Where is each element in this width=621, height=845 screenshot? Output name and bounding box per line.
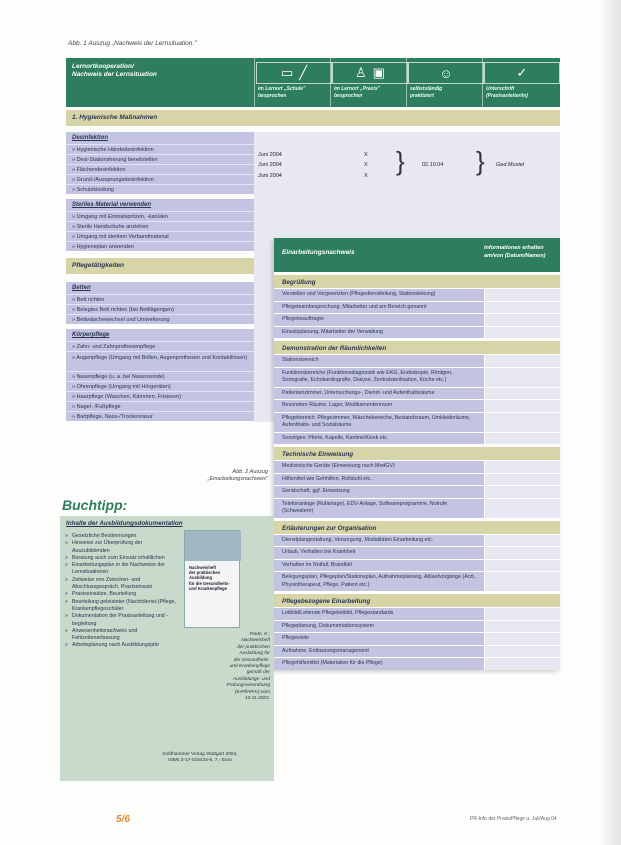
group-steriles-material bbox=[66, 199, 254, 252]
list-item: » Zahn- und Zahnprothesenpflege bbox=[66, 341, 254, 351]
einarbeitung-header-title: Einarbeitungsnachweis bbox=[282, 249, 355, 256]
table-cell-info bbox=[484, 433, 560, 445]
book-cover-image bbox=[185, 531, 241, 561]
list-item: » Grund-/Aussprungsdesinfektion bbox=[66, 174, 254, 184]
group-desinfektion bbox=[66, 132, 254, 195]
table-row bbox=[274, 473, 560, 486]
list-item: » Einarbeitungsplan in die Nachweise der Lernsituationen bbox=[65, 562, 181, 577]
list-item: » Umgang mit sterilem Verbandmaterial bbox=[66, 231, 254, 241]
table-cell-task: Pflegebeauftragte bbox=[274, 314, 484, 326]
lernsituation-header-title: Lernortkooperation/ Nachweis der Lernsituation bbox=[72, 63, 157, 78]
entry-date: Juni 2004 bbox=[258, 152, 282, 158]
table-row bbox=[274, 367, 560, 387]
table-cell-info bbox=[484, 368, 560, 387]
table-row bbox=[274, 546, 560, 559]
book-publisher: Kohlhammer Verlag Stuttgart 2004, ISBN 3-17-018434-6, 7,- Euro bbox=[162, 752, 238, 764]
table-cell-info bbox=[484, 621, 560, 633]
table-cell-info bbox=[484, 535, 560, 547]
table-row bbox=[274, 399, 560, 412]
einarbeitung-sections bbox=[274, 272, 560, 670]
signature-icon-box bbox=[484, 62, 560, 84]
list-item: » Sterile Handschuhe anziehen bbox=[66, 221, 254, 231]
table-row bbox=[274, 620, 560, 633]
einarbeitung-section-title: Demonstration der Räumlichkeiten bbox=[274, 338, 560, 354]
einarbeitung-section-title: Technische Einweisung bbox=[274, 444, 560, 460]
practice-icon-box bbox=[332, 62, 408, 84]
list-item: » Schutzkleidung bbox=[66, 184, 254, 194]
table-row bbox=[274, 432, 560, 445]
table-row bbox=[274, 607, 560, 620]
list-item: » Umgang mit Einmalspritzen, -kanülen bbox=[66, 211, 254, 221]
section-hygiene: 1. Hygienische Maßnahmen bbox=[66, 110, 560, 126]
table-cell-task: Gerätschaft, ggf. Einweisung bbox=[274, 486, 484, 498]
list-item: » Desi-Stationsherung bereitstellen bbox=[66, 154, 254, 164]
group-betten bbox=[66, 282, 254, 325]
table-row bbox=[274, 354, 560, 367]
book-icon: ▭ bbox=[280, 65, 294, 80]
table-row bbox=[274, 559, 560, 572]
table-row bbox=[274, 645, 560, 658]
table-row bbox=[274, 571, 560, 591]
table-cell-info bbox=[484, 572, 560, 591]
book-reference: Flade, K.: Nachweisheft der praktischen Ausbildung für die Gesundheits- und Krankenpflege gemäß der Ausbildungs- und Prüfungsverordnung (KrPflAPrV) vom 10.11.2003. bbox=[226, 632, 270, 702]
table-cell-task: Medizinische Geräte (Einweisung nach MedGV) bbox=[274, 461, 484, 473]
einarbeitung-table bbox=[274, 238, 560, 670]
entry-date: Juni 2004 bbox=[258, 162, 282, 168]
table-cell-task: Stationsbereich bbox=[274, 355, 484, 367]
list-item: » Ohrenpflege (Umgang mit Hörgeräten) bbox=[66, 381, 254, 391]
table-row bbox=[274, 301, 560, 314]
brace-symbol: } bbox=[476, 146, 485, 176]
list-item: » Nasenpflege (u. a. bei Nasensonde) bbox=[66, 371, 254, 381]
footer-source: PR-Info der PraxisPflege u. Juli/Aug 04 bbox=[470, 816, 557, 822]
list-item: » Flächendesinfektion bbox=[66, 164, 254, 174]
einarbeitung-section-title: Erläuterungen zur Organisation bbox=[274, 518, 560, 534]
table-cell-task: Telefonanlage (Rufanlage), EDV-Anlage, Softwareprogramme, Notrufe (Schwestern) bbox=[274, 499, 484, 518]
table-cell-task: Dienstplangestaltung, Versorgung, Modalitäten Einarbeitung etc. bbox=[274, 535, 484, 547]
header-divider bbox=[254, 58, 255, 107]
einarbeitung-section-title: Begrüßung bbox=[274, 272, 560, 288]
col-label-school: im Lernort „Schule" besprochen bbox=[258, 86, 306, 99]
table-cell-info bbox=[484, 388, 560, 400]
table-cell-task: Leitbild/Leitende Pflegeleitbild, Pflegestandards bbox=[274, 608, 484, 620]
table-cell-task: Pflegevisite bbox=[274, 633, 484, 645]
computer-icon: ▣ bbox=[372, 65, 385, 80]
entry-date: Juni 2004 bbox=[258, 173, 282, 179]
list-item: » Bettwäschewechsel und Umwelterung bbox=[66, 314, 254, 324]
table-row bbox=[274, 313, 560, 326]
table-cell-info bbox=[484, 547, 560, 559]
einarbeitung-section-title: Pflegebezogene Einarbeitung bbox=[274, 591, 560, 607]
list-item: » Arbeitsplanung nach Ausbildungsjahr bbox=[65, 642, 181, 649]
entry-practice-date: 02.10.04 bbox=[422, 162, 444, 168]
table-cell-info bbox=[484, 302, 560, 314]
group-title: Körperpflege bbox=[72, 332, 110, 338]
table-row bbox=[274, 387, 560, 400]
self-practice-icon-box bbox=[408, 62, 484, 84]
table-cell-task: Aufnahme, Entlassungsmanagement bbox=[274, 646, 484, 658]
group-title: Steriles Material verwenden bbox=[72, 202, 152, 208]
figure-caption-2: Abb. 2 Auszug „Einarbeitungsnachweis" bbox=[207, 469, 268, 482]
table-cell-task: Hilfsmittel wie Gehhilfen, Rollstuhl etc. bbox=[274, 474, 484, 486]
list-item: » Gesetzliche Bestimmungen bbox=[65, 533, 181, 540]
table-cell-info bbox=[484, 633, 560, 645]
table-row bbox=[274, 498, 560, 518]
table-cell-info bbox=[484, 474, 560, 486]
list-item: » Dokumentation der Praxisanleitung und -begleitung bbox=[65, 613, 181, 628]
table-row bbox=[274, 657, 560, 670]
page-number: 5/6 bbox=[116, 814, 130, 825]
entry-mark: X bbox=[364, 173, 368, 179]
book-cover-title: Nachweisheft der praktischen Ausbildung für die Gesundheits- und Krankenpflege bbox=[189, 565, 230, 591]
list-item: » Hinweise zur Überprüfung der Auszubildenden bbox=[65, 540, 181, 555]
table-cell-task: Pflegeteambesprechung, Mitarbeiter und am Bereich genannt bbox=[274, 302, 484, 314]
table-cell-info bbox=[484, 327, 560, 339]
table-cell-task: Vorstellen und Vorgesetzten (Pflegedienstleitung, Stationsleitung) bbox=[274, 289, 484, 301]
table-cell-info bbox=[484, 486, 560, 498]
einarbeitung-header bbox=[274, 238, 560, 272]
list-item: » Hygienische Händedesinfektion bbox=[66, 144, 254, 154]
table-cell-info bbox=[484, 608, 560, 620]
list-item: » Zeitweise von Zwischen- und Abschlussgespräch, Praxiseinsatz bbox=[65, 577, 181, 592]
table-row bbox=[274, 534, 560, 547]
brace-symbol: } bbox=[396, 146, 405, 176]
table-row bbox=[274, 288, 560, 301]
table-row bbox=[274, 412, 560, 432]
smiley-icon: ☺ bbox=[439, 65, 453, 81]
group-title: Desinfektion bbox=[72, 135, 109, 141]
entry-signature: Ged.Mustel bbox=[496, 162, 525, 168]
list-item: » Beratung auch zum Einsatz inhaltlichen bbox=[65, 555, 181, 562]
table-cell-info bbox=[484, 355, 560, 367]
person-icon: ♙ bbox=[355, 65, 367, 80]
table-cell-task: Sonstiges: Pforte, Kapelle, Kantine/Kiosk etc. bbox=[274, 433, 484, 445]
table-cell-info bbox=[484, 314, 560, 326]
table-cell-task: Belegungsplan, Pflegeplan/Stationsplan, Aufnahmeplanung, Ablaufvorgänge (Arzt, Physiotherapeut, Pflege, Patient etc.) bbox=[274, 572, 484, 591]
table-cell-info bbox=[484, 413, 560, 432]
table-row bbox=[274, 326, 560, 339]
section-pflege: Pflegetätigkeiten bbox=[66, 258, 254, 274]
table-cell-info bbox=[484, 461, 560, 473]
table-cell-task: Besondere Räume, Lager, Medikamentenraum bbox=[274, 400, 484, 412]
col-label-signature: Unterschrift (Praxisanleiter/in) bbox=[486, 86, 528, 99]
list-item: » Anwesenheitsnachweis und Fehlzeitenerfassung bbox=[65, 628, 181, 643]
list-item: » Augenpflege (Umgang mit Brillen, Augenprothesen und Kontaktlinsen) bbox=[66, 351, 254, 371]
list-item: » Nagel- /Fußpflege bbox=[66, 401, 254, 411]
table-cell-info bbox=[484, 560, 560, 572]
table-cell-info bbox=[484, 289, 560, 301]
list-item: » Bartpflege, Nass-/Trockenrasur bbox=[66, 411, 254, 421]
table-cell-info bbox=[484, 400, 560, 412]
table-cell-task: Urlaub, Verhalten bei Krankheit bbox=[274, 547, 484, 559]
pen-icon: ╱ bbox=[299, 65, 308, 80]
entry-mark: X bbox=[364, 162, 368, 168]
table-cell-info bbox=[484, 658, 560, 670]
table-cell-task: Verhalten im Notfall, Brandfall bbox=[274, 560, 484, 572]
buchtipp-box-title: Inhalte der Ausbildungsdokumentation bbox=[66, 520, 183, 527]
einarbeitung-header-info: Informationen erhalten am/von (Datum/Namen) bbox=[484, 245, 546, 259]
figure-caption-1: Abb. 1 Auszug „Nachweis der Lernsituation." bbox=[68, 40, 197, 47]
list-item: » Haarpflege (Waschen, Kämmen, Frisieren) bbox=[66, 391, 254, 401]
book-cover bbox=[184, 530, 240, 628]
table-row bbox=[274, 485, 560, 498]
buchtipp-box bbox=[60, 516, 274, 781]
group-koerperpflege bbox=[66, 329, 254, 422]
col-label-practice: im Lernort „Praxis" besprochen bbox=[334, 86, 380, 99]
group-title: Betten bbox=[72, 285, 91, 291]
col-label-self: selbstständig praktiziert bbox=[410, 86, 443, 99]
table-row bbox=[274, 632, 560, 645]
table-cell-info bbox=[484, 499, 560, 518]
list-item: » Beurteilung geleisteter (Nachtdienst-)Pflege, Krankenpflegeschüler bbox=[65, 599, 181, 614]
school-icon-box bbox=[256, 62, 332, 84]
list-item: » Belegtes Bett richten (bei Bettlägerigen) bbox=[66, 304, 254, 314]
table-cell-task: Funktionsbereiche (Funktionsdiagnostik wie EKG, Endoskopie, Röntgen, Sonografie, Echokardiografie, Dialyse, Zentralsterilisation, Küche etc.) bbox=[274, 368, 484, 387]
lernsituation-table-header bbox=[66, 58, 560, 107]
table-cell-task: Einsatzplanung, Mitarbeiter der Verwaltung bbox=[274, 327, 484, 339]
table-cell-info bbox=[484, 646, 560, 658]
table-row bbox=[274, 460, 560, 473]
table-cell-task: Pflegeplanung, Dokumentationssystem bbox=[274, 621, 484, 633]
list-item: » Bett richten bbox=[66, 294, 254, 304]
buchtipp-list bbox=[65, 533, 181, 650]
table-cell-task: Patientenzimmer, Untersuchungs-, Dienst- und Aufenthaltsräume bbox=[274, 388, 484, 400]
buchtipp-title: Buchtipp: bbox=[62, 497, 128, 513]
table-cell-task: Pflegebereich: Pflegezimmer, Wäschebereiche, Bestandsraum, Umkleideräume, Aufenthalts- und Sozialräume bbox=[274, 413, 484, 432]
page-edge-shadow bbox=[599, 0, 621, 845]
list-item: » Praxiseinsätze, Beurteilung bbox=[65, 591, 181, 598]
table-cell-task: Pflegehilfsmittel (Materialien für die Pflege) bbox=[274, 658, 484, 670]
checkmark-icon: ✓ bbox=[516, 65, 528, 80]
list-item: » Hygieneplan anwenden bbox=[66, 241, 254, 251]
entry-mark: X bbox=[364, 152, 368, 158]
